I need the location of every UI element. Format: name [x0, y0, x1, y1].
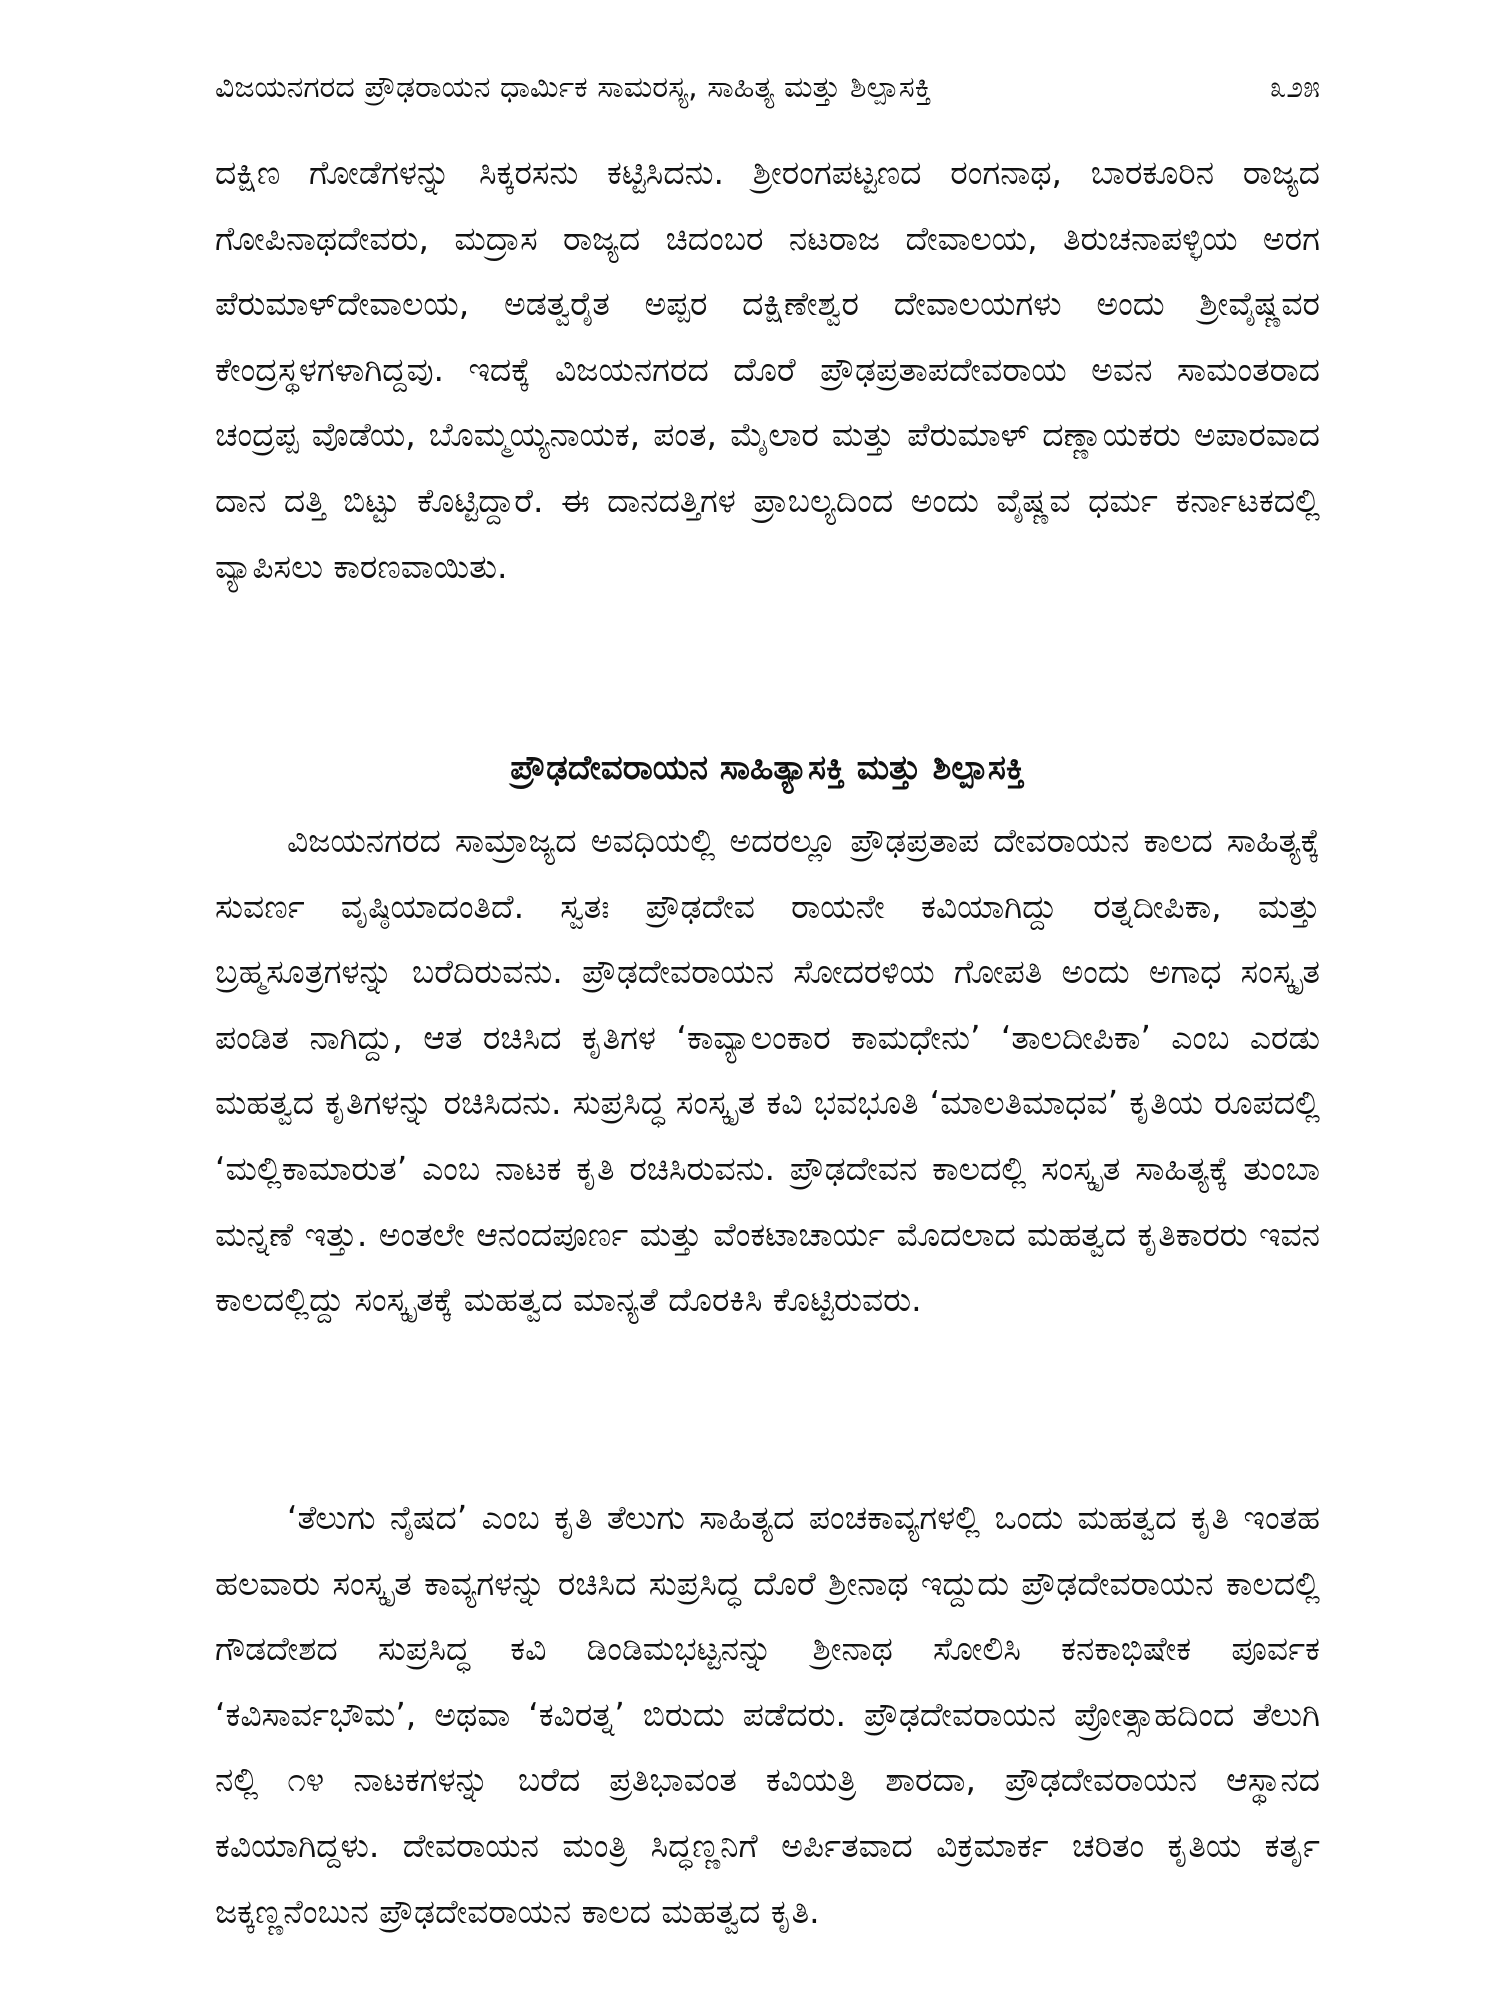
running-title: ವಿಜಯನಗರದ ಪ್ರೌಢರಾಯನ ಧಾರ್ಮಿಕ ಸಾಮರಸ್ಯ, ಸಾಹಿತ್ಯ ಮತ್ತು ಶಿಲ್ಪಾಸಕ್ತಿ: [215, 70, 932, 105]
section-heading: ಪ್ರೌಢದೇವರಾಯನ ಸಾಹಿತ್ಯಾಸಕ್ತಿ ಮತ್ತು ಶಿಲ್ಪಾಸಕ್ತಿ: [510, 748, 1025, 788]
book-page: [215, 60, 1320, 1940]
paragraph-2: ವಿಜಯನಗರದ ಸಾಮ್ರಾಜ್ಯದ ಅವಧಿಯಲ್ಲಿ ಅದರಲ್ಲೂ ಪ್ರೌಢಪ್ರತಾಪ ದೇವರಾಯನ ಕಾಲದ ಸಾಹಿತ್ಯಕ್ಕೆ ಸುವರ್ಣ ವೃಷ್ಠಿಯಾದಂತಿದೆ. ಸ್ವತಃ ಪ್ರೌಢದೇವ ರಾಯನೇ ಕವಿಯಾಗಿದ್ದು ರತ್ನದೀಪಿಕಾ, ಮತ್ತು ಬ್ರಹ್ಮಸೂತ್ರಗಳನ್ನು ಬರೆದಿರುವನು. ಪ್ರೌಢದೇವರಾಯನ ಸೋದರಳಿಯ ಗೋಪತಿ ಅಂದು ಅಗಾಧ ಸಂಸ್ಕೃತ ಪಂಡಿತ ನಾಗಿದ್ದು, ಆತ ರಚಿಸಿದ ಕೃತಿಗಳ ‘ಕಾವ್ಯಾಲಂಕಾರ ಕಾಮಧೇನು’ ‘ತಾಲದೀಪಿಕಾ’ ಎಂಬ ಎರಡು ಮಹತ್ವದ ಕೃತಿಗಳನ್ನು ರಚಿಸಿದನು. ಸುಪ್ರಸಿದ್ಧ ಸಂಸ್ಕೃತ ಕವಿ ಭವಭೂತಿ ‘ಮಾಲತಿಮಾಧವ’ ಕೃತಿಯ ರೂಪದಲ್ಲಿ ‘ಮಲ್ಲಿಕಾಮಾರುತ’ ಎಂಬ ನಾಟಕ ಕೃತಿ ರಚಿಸಿರುವನು. ಪ್ರೌಢದೇವನ ಕಾಲದಲ್ಲಿ ಸಂಸ್ಕೃತ ಸಾಹಿತ್ಯಕ್ಕೆ ತುಂಬಾ ಮನ್ನಣೆ ಇತ್ತು. ಅಂತಲೇ ಆನಂದಪೂರ್ಣ ಮತ್ತು ವೆಂಕಟಾಚಾರ್ಯ ಮೊದಲಾದ ಮಹತ್ವದ ಕೃತಿಕಾರರು ಇವನ ಕಾಲದಲ್ಲಿದ್ದು ಸಂಸ್ಕೃತಕ್ಕೆ ಮಹತ್ವದ ಮಾನ್ಯತೆ ದೊರಕಿಸಿ ಕೊಟ್ಟಿರುವರು.: [215, 821, 1320, 1320]
paragraph-1: ದಕ್ಷಿಣ ಗೋಡೆಗಳನ್ನು ಸಿಕ್ಕರಸನು ಕಟ್ಟಿಸಿದನು. ಶ್ರೀರಂಗಪಟ್ಟಣದ ರಂಗನಾಥ, ಬಾರಕೂರಿನ ರಾಜ್ಯದ ಗೋಪಿನಾಥದೇವರು, ಮದ್ರಾಸ ರಾಜ್ಯದ ಚಿದಂಬರ ನಟರಾಜ ದೇವಾಲಯ, ತಿರುಚನಾಪಳ್ಳಿಯ ಅರಗ ಪೆರುಮಾಳ್‌ದೇವಾಲಯ, ಅಡತ್ವರೈತ ಅಪ್ಪರ ದಕ್ಷಿಣೇಶ್ವರ ದೇವಾಲಯಗಳು ಅಂದು ಶ್ರೀವೈಷ್ಣವರ ಕೇಂದ್ರಸ್ಥಳಗಳಾಗಿದ್ದವು. ಇದಕ್ಕೆ ವಿಜಯನಗರದ ದೊರೆ ಪ್ರೌಢಪ್ರತಾಪದೇವರಾಯ ಅವನ ಸಾಮಂತರಾದ ಚಂದ್ರಪ್ಪ ವೊಡೆಯ, ಬೊಮ್ಮಯ್ಯನಾಯಕ, ಪಂತ, ಮೈಲಾರ ಮತ್ತು ಪೆರುಮಾಳ್ ದಣ್ಣಾಯಕರು ಅಪಾರವಾದ ದಾನ ದತ್ತಿ ಬಿಟ್ಟು ಕೊಟ್ಟಿದ್ದಾರೆ. ಈ ದಾನದತ್ತಿಗಳ ಪ್ರಾಬಲ್ಯದಿಂದ ಅಂದು ವೈಷ್ಣವ ಧರ್ಮ ಕರ್ನಾಟಕದಲ್ಲಿ ವ್ಯಾಪಿಸಲು ಕಾರಣವಾಯಿತು.: [215, 153, 1320, 586]
paragraph-3: ‘ತೆಲುಗು ನೈಷದ’ ಎಂಬ ಕೃತಿ ತೆಲುಗು ಸಾಹಿತ್ಯದ ಪಂಚಕಾವ್ಯಗಳಲ್ಲಿ ಒಂದು ಮಹತ್ವದ ಕೃತಿ ಇಂತಹ ಹಲವಾರು ಸಂಸ್ಕೃತ ಕಾವ್ಯಗಳನ್ನು ರಚಿಸಿದ ಸುಪ್ರಸಿದ್ಧ ದೊರೆ ಶ್ರೀನಾಥ ಇದ್ದುದು ಪ್ರೌಢದೇವರಾಯನ ಕಾಲದಲ್ಲಿ ಗೌಡದೇಶದ ಸುಪ್ರಸಿದ್ಧ ಕವಿ ಡಿಂಡಿಮಭಟ್ಟನನ್ನು ಶ್ರೀನಾಥ ಸೋಲಿಸಿ ಕನಕಾಭಿಷೇಕ ಪೂರ್ವಕ ‘ಕವಿಸಾರ್ವಭೌಮ’, ಅಥವಾ ‘ಕವಿರತ್ನ’ ಬಿರುದು ಪಡೆದರು. ಪ್ರೌಢದೇವರಾಯನ ಪ್ರೋತ್ಸಾಹದಿಂದ ತೆಲುಗಿ ನಲ್ಲಿ ೧೪ ನಾಟಕಗಳನ್ನು ಬರೆದ ಪ್ರತಿಭಾವಂತ ಕವಿಯತ್ರಿ ಶಾರದಾ, ಪ್ರೌಢದೇವರಾಯನ ಆಸ್ಥಾನದ ಕವಿಯಾಗಿದ್ದಳು. ದೇವರಾಯನ ಮಂತ್ರಿ ಸಿದ್ಧಣ್ಣನಿಗೆ ಅರ್ಪಿತವಾದ ವಿಕ್ರಮಾರ್ಕ ಚರಿತಂ ಕೃತಿಯ ಕರ್ತೃ ಜಕ್ಕಣ್ಣನೆಂಬುನ ಪ್ರೌಢದೇವರಾಯನ ಕಾಲದ ಮಹತ್ವದ ಕೃತಿ.: [215, 1498, 1320, 1931]
running-header: [215, 60, 1320, 116]
page-number: ೩೨೫: [1269, 70, 1320, 105]
